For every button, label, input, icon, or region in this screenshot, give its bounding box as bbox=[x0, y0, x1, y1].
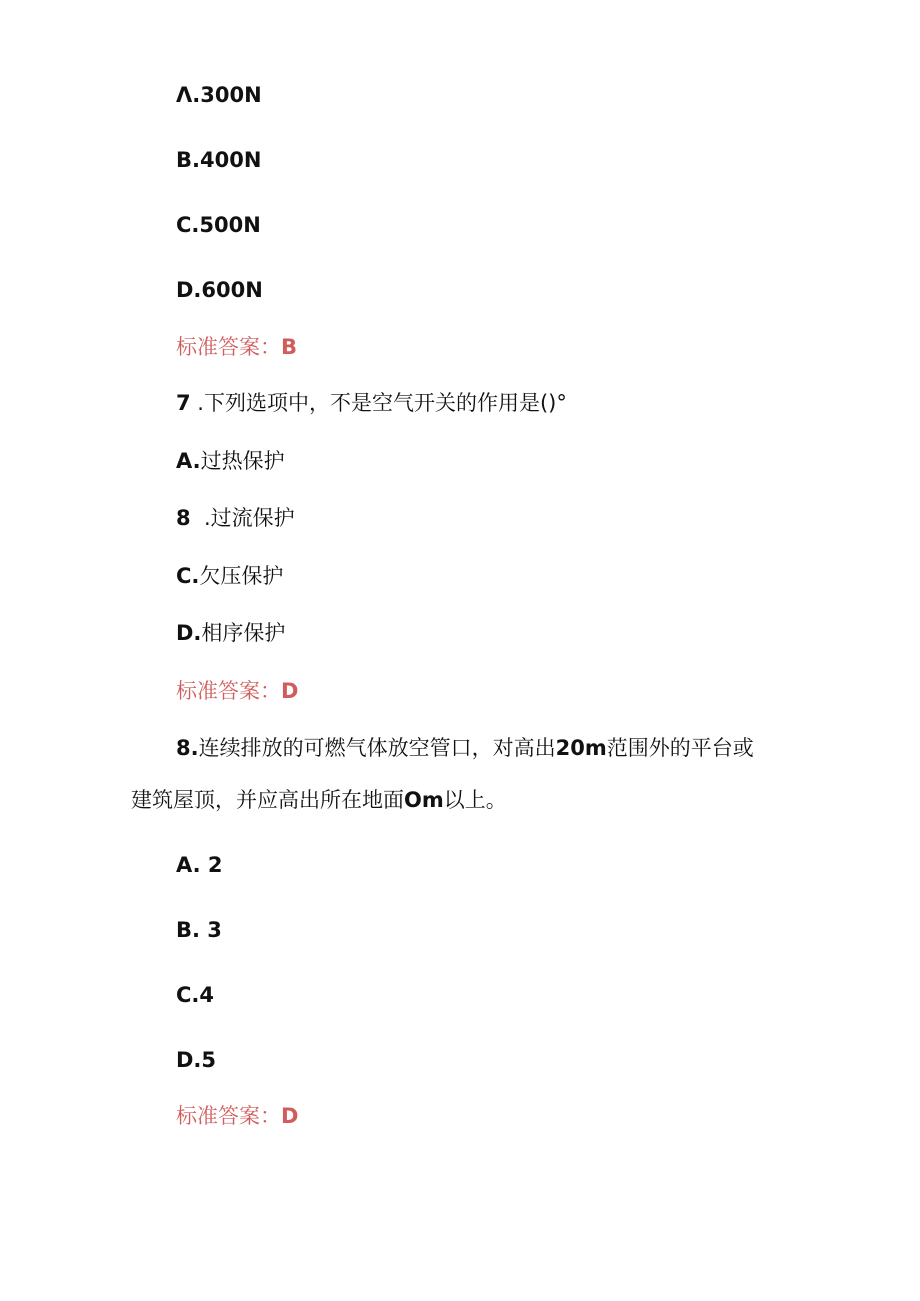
answer-value: D bbox=[281, 1104, 299, 1128]
q8-stem-line2 bbox=[131, 785, 507, 815]
option-label: C. bbox=[176, 213, 200, 237]
q8-stem-line1 bbox=[176, 733, 754, 763]
question-value: 20m bbox=[555, 736, 607, 760]
q6-option-a bbox=[176, 80, 262, 110]
answer-value: B bbox=[281, 335, 298, 359]
option-text: 相序保护 bbox=[201, 621, 286, 645]
question-number: 7 bbox=[176, 391, 191, 415]
option-label: B. bbox=[176, 148, 200, 172]
answer-label: 标准答案： bbox=[176, 1104, 281, 1128]
question-text: .下列选项中，不是空气开关的作用是()° bbox=[190, 391, 567, 415]
option-text: 300N bbox=[200, 83, 262, 107]
q7-option-c bbox=[176, 561, 283, 591]
option-label: C. bbox=[176, 983, 200, 1007]
q7-stem bbox=[176, 388, 567, 418]
question-text: 范围外的平台或 bbox=[606, 736, 754, 760]
q6-option-d bbox=[176, 275, 263, 305]
q7-option-b bbox=[176, 503, 295, 533]
option-label: Λ. bbox=[176, 83, 201, 107]
answer-label: 标准答案： bbox=[176, 679, 281, 703]
option-text: 5 bbox=[201, 1048, 217, 1072]
option-text: 600N bbox=[201, 278, 263, 302]
option-label: C. bbox=[176, 564, 200, 588]
option-label: D. bbox=[176, 1048, 202, 1072]
q8-option-b bbox=[176, 915, 222, 945]
option-label: 8 bbox=[176, 506, 191, 530]
answer-label: 标准答案： bbox=[176, 335, 281, 359]
question-text: 连续排放的可燃气体放空管口，对高出 bbox=[198, 736, 556, 760]
q8-option-c bbox=[176, 980, 214, 1010]
option-text: 4 bbox=[199, 983, 215, 1007]
q7-option-d bbox=[176, 618, 285, 648]
option-text: .过流保护 bbox=[190, 506, 295, 530]
q7-option-a bbox=[176, 446, 285, 476]
q6-answer bbox=[176, 332, 297, 362]
q8-answer bbox=[176, 1101, 298, 1131]
option-label: B. bbox=[176, 918, 200, 942]
option-text: 400N bbox=[199, 148, 262, 172]
q8-option-d bbox=[176, 1045, 216, 1075]
answer-value: D bbox=[281, 679, 299, 703]
option-label: A. bbox=[176, 853, 201, 877]
option-text: 3 bbox=[199, 918, 222, 942]
option-text: 欠压保护 bbox=[199, 564, 284, 588]
q6-option-b bbox=[176, 145, 261, 175]
option-text: 2 bbox=[200, 853, 223, 877]
question-text: 建筑屋顶，并应高出所在地面 bbox=[131, 788, 404, 812]
q6-option-c bbox=[176, 210, 261, 240]
option-label: D. bbox=[176, 621, 202, 645]
q8-option-a bbox=[176, 850, 223, 880]
option-label: D. bbox=[176, 278, 202, 302]
question-number: 8. bbox=[176, 736, 199, 760]
question-value: Om bbox=[404, 788, 444, 812]
option-text: 过热保护 bbox=[200, 449, 285, 473]
question-text: 以上。 bbox=[443, 788, 507, 812]
option-label: A. bbox=[176, 449, 201, 473]
q7-answer bbox=[176, 676, 298, 706]
option-text: 500N bbox=[199, 213, 261, 237]
